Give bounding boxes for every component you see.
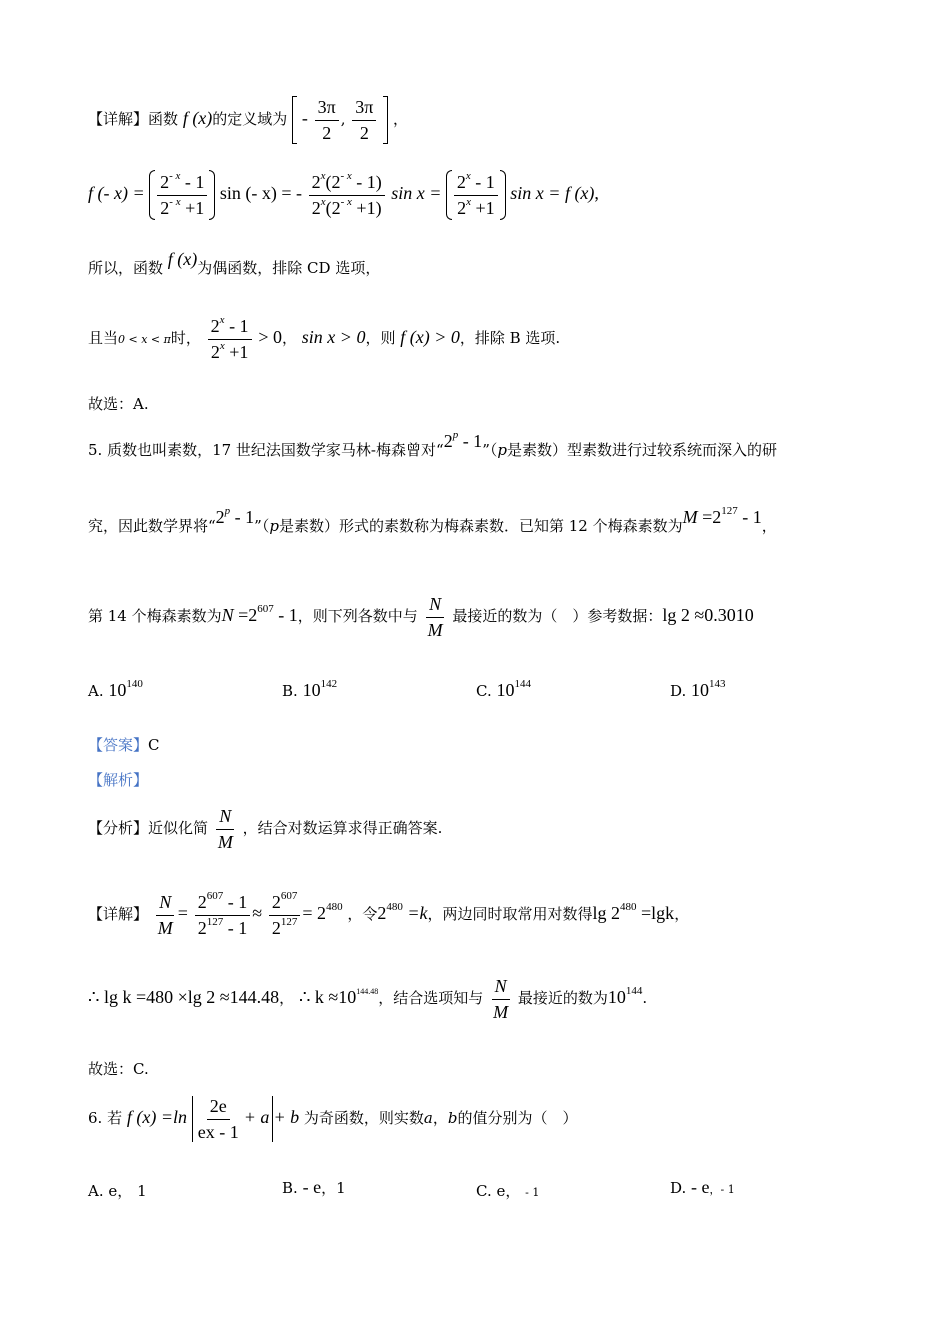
math: f (x) > 0 (400, 327, 460, 348)
fraction-n-over-m (490, 976, 511, 1022)
denominator (195, 916, 251, 939)
option-label: D. (670, 1179, 687, 1197)
answer-row (88, 738, 160, 753)
numerator: N (216, 806, 234, 830)
detail-line-domain: 【详解】函数 f (x)的定义域为 - $\frac{3\pi}{2}$ , $\frac{3\pi}{2}$ ， (88, 96, 408, 143)
text: ，则 (365, 329, 396, 348)
m: 2 (197, 892, 207, 912)
m: 10 (691, 680, 710, 700)
math: ∴ lg k =480 ×lg 2 ≈144.48 (88, 987, 280, 1008)
m: - 1 (475, 171, 495, 192)
fraction (157, 169, 207, 218)
m: - x (340, 169, 352, 182)
text: 是素数）型素数进行过较系统而深入的研 (506, 441, 777, 459)
m: - 1 (462, 431, 483, 451)
math: sin x = (391, 183, 442, 204)
m: x (465, 169, 471, 182)
m: 10 (607, 987, 626, 1008)
math: sin (- x) = - (219, 183, 303, 204)
option-label: B. (282, 1179, 298, 1197)
m: 2 (210, 341, 220, 362)
fraction (269, 892, 301, 938)
positivity-line (88, 316, 560, 362)
option-label: A. (88, 682, 104, 700)
m: (2 (325, 197, 341, 218)
m: - 1 (227, 892, 248, 912)
equation-f-neg-x (88, 170, 599, 220)
text: ”（ (254, 517, 270, 535)
text: 6. 若 (88, 1109, 123, 1128)
m: (2 (325, 171, 341, 192)
var-p: p (269, 517, 279, 535)
m: 607 (206, 890, 224, 902)
option-label: C. (476, 1182, 492, 1200)
q5-line2 (88, 505, 777, 535)
text: 为偶函数，排除 CD 选项， (197, 259, 381, 277)
m: e， (108, 1182, 133, 1200)
q6-stem (88, 1096, 577, 1142)
m: = (177, 903, 188, 924)
m: +1 (229, 341, 249, 362)
q6-option-b[interactable] (282, 1177, 346, 1198)
paren-right (209, 170, 215, 220)
m: 2 (197, 917, 207, 938)
text: ，结合对数运算求得正确答案. (242, 819, 443, 838)
numerator (454, 169, 498, 196)
text: 【详解】 (88, 905, 149, 924)
fraction (195, 892, 251, 938)
fraction-n-over-m (215, 806, 236, 852)
text: 的值分别为（ ） (457, 1109, 578, 1128)
text: . (642, 989, 648, 1008)
m: e， (496, 1182, 521, 1200)
m: - 1 (184, 171, 205, 192)
text: ，结合选项知与 (378, 989, 484, 1008)
m: 2 (160, 197, 170, 218)
fraction (309, 169, 385, 218)
text: 函数 (148, 110, 179, 128)
math-lhs: f (- x) = (88, 183, 145, 204)
text: 的定义域为 (212, 110, 288, 128)
m: 480 (326, 901, 343, 914)
numerator (208, 316, 252, 340)
m: 2 (210, 316, 220, 336)
option-c[interactable] (476, 680, 531, 701)
denominator: M (427, 619, 443, 640)
numerator (157, 169, 207, 196)
right-bracket (383, 96, 388, 144)
text: , (594, 183, 599, 204)
m: 144 (514, 678, 531, 690)
reference-data: lg 2 ≈0.3010 (662, 605, 754, 626)
text: ， (674, 905, 690, 924)
text: 为奇函数，则实数 (303, 1109, 424, 1128)
m: - 1 (229, 316, 249, 336)
answer-line-a: 故选：A. (88, 395, 149, 413)
m: 2 (443, 431, 453, 451)
fenxi-line (88, 806, 442, 852)
text: 最接近的数为（ ）参考数据： (452, 607, 663, 626)
m: 142 (320, 678, 338, 690)
q6-option-a[interactable] (88, 1180, 147, 1201)
text: 所以，函数 (88, 259, 164, 277)
m: - 1 (227, 917, 248, 938)
m: =2 (238, 605, 258, 626)
m: ，- 1 (709, 1183, 735, 1196)
answer-label: 【答案】 (88, 736, 149, 754)
m: - 1 (742, 507, 762, 527)
m: x (219, 339, 225, 352)
q5-line1 (88, 429, 777, 459)
numerator: N (426, 594, 444, 618)
m: 2 (215, 507, 225, 527)
option-a[interactable] (88, 680, 143, 701)
math: sin x > 0 (301, 327, 366, 348)
m: 10 (302, 680, 321, 700)
text: 时， (170, 329, 201, 348)
m: ，1 (321, 1179, 346, 1197)
math: > 0 (258, 327, 282, 348)
therefore-line (88, 976, 647, 1022)
m: - x (169, 169, 181, 182)
m: =k (407, 903, 428, 924)
m: ≈ (252, 903, 263, 924)
denominator: 2 (322, 122, 332, 143)
text: ， (282, 329, 298, 348)
fraction (208, 316, 252, 362)
detail-label: 【详解】 (88, 110, 149, 128)
math: + b (273, 1107, 300, 1128)
option-label: B. (282, 682, 298, 700)
m: 140 (126, 678, 143, 690)
even-function-line (88, 249, 381, 277)
denominator (157, 196, 207, 219)
left-bracket (292, 96, 297, 144)
math: f (x) =ln (126, 1107, 188, 1128)
m: 2 (160, 171, 170, 192)
m: - 1) (356, 171, 382, 192)
m: +1 (185, 197, 205, 218)
fraction-n-over-m (155, 892, 176, 938)
option-label: A. (88, 1182, 104, 1200)
denominator: ex - 1 (197, 1121, 239, 1142)
numerator: 2e (207, 1096, 230, 1120)
numerator (309, 169, 385, 196)
m: 10 (496, 680, 515, 700)
denominator (309, 196, 385, 219)
m: 2 (457, 197, 467, 218)
numerator: N (492, 976, 510, 1000)
var-p: p (497, 441, 507, 459)
m: M (682, 507, 698, 527)
paren-left (446, 170, 452, 220)
q5-line3 (88, 594, 754, 640)
m: x (320, 169, 326, 182)
option-b[interactable] (282, 680, 337, 701)
math-fx: f (x) (182, 108, 213, 128)
m: - x (340, 195, 352, 208)
m: 2 (271, 892, 281, 912)
q6-option-c[interactable] (476, 1180, 539, 1201)
text: ，则下列各数中与 (297, 607, 418, 626)
m: - 1 (234, 507, 255, 527)
m: 143 (709, 678, 726, 690)
text: ， (761, 517, 777, 535)
text: ， (392, 110, 408, 128)
math-condition: 0 < x < π (118, 333, 171, 347)
numerator: 3π (352, 97, 376, 121)
text: ，两边同时取常用对数得 (427, 905, 593, 924)
m: - 1 (278, 605, 298, 626)
option-label: C. (476, 682, 492, 700)
q6-option-d[interactable] (670, 1177, 735, 1198)
m: 10 (108, 680, 127, 700)
denominator: M (493, 1001, 509, 1022)
text: 第 14 个梅森素数为 (88, 607, 222, 626)
text: ，令 (347, 905, 378, 924)
text: ， (432, 1109, 448, 1128)
m: x (219, 314, 225, 326)
m: - x (169, 195, 181, 208)
m: 607 (280, 890, 298, 902)
m: - 1 (525, 1186, 540, 1199)
m: 127 (721, 505, 738, 517)
m: ∴ k ≈10 (298, 987, 357, 1008)
option-label: D. (670, 682, 687, 700)
m: x (466, 195, 471, 208)
m: 2 (377, 903, 387, 924)
m: 2 (311, 171, 321, 192)
numerator (269, 892, 301, 916)
var-a: a (423, 1109, 433, 1128)
denominator (269, 916, 301, 939)
m: 480 (620, 901, 637, 914)
fraction (315, 97, 339, 143)
denominator: M (157, 917, 173, 938)
fraction-n-over-m (425, 594, 446, 640)
m: =2 (702, 507, 722, 527)
m: N (221, 605, 234, 626)
text: 最接近的数为 (517, 989, 608, 1008)
abs-bar-left (192, 1096, 193, 1142)
m: 144 (625, 985, 643, 998)
m: p (224, 505, 231, 517)
math-fx: f (x) (167, 249, 198, 269)
m: 127 (280, 915, 298, 928)
numerator: 3π (315, 97, 339, 121)
denominator (454, 196, 498, 219)
text: 【分析】 (88, 819, 149, 838)
m: 127 (206, 915, 224, 928)
numerator (195, 892, 251, 916)
numerator: N (156, 892, 174, 916)
m: +1 (475, 197, 495, 218)
m: +1) (356, 197, 382, 218)
math-minus: - (301, 108, 308, 128)
answer-value: C (148, 736, 160, 754)
m: 1 (137, 1182, 147, 1200)
text: 5. 质数也叫素数，17 世纪法国数学家马林-梅森曾对“ (88, 441, 444, 459)
answer-line-c: 故选：C. (88, 1060, 149, 1078)
fraction (352, 97, 376, 143)
m: = 2 (302, 903, 327, 924)
m: =lgk (641, 903, 675, 924)
var-b: b (447, 1109, 458, 1128)
m: - e (302, 1177, 322, 1197)
m: 144.48 (356, 987, 379, 997)
text: 近似化简 (148, 819, 209, 838)
m: - e (691, 1177, 710, 1197)
m: 2 (271, 917, 281, 938)
text: 究，因此数学界将“ (88, 517, 216, 535)
m: 2 (311, 197, 321, 218)
fraction (454, 169, 498, 218)
math: + a (243, 1107, 270, 1128)
m: 480 (386, 901, 403, 914)
math-rhs: sin x = f (x) (510, 183, 595, 204)
paren-left (149, 170, 155, 220)
text: ”（ (482, 441, 498, 459)
denominator: 2 (359, 122, 369, 143)
denominator (208, 340, 252, 363)
text: ，排除 B 选项. (459, 329, 561, 348)
text: 是素数）形式的素数称为梅森素数．已知第 12 个梅森素数为 (278, 517, 683, 535)
paren-right (500, 170, 506, 220)
m: 607 (257, 603, 274, 616)
analysis-label: 【解析】 (88, 771, 149, 789)
detail-line-ratio (88, 892, 689, 938)
text: ， (279, 989, 295, 1008)
denominator: M (217, 831, 233, 852)
m: p (452, 429, 459, 441)
option-d[interactable] (670, 680, 726, 701)
text: 且当 (88, 329, 119, 348)
m: 2 (456, 171, 466, 192)
m: lg 2 (592, 903, 621, 924)
fraction (195, 1096, 242, 1142)
m: x (320, 195, 326, 208)
